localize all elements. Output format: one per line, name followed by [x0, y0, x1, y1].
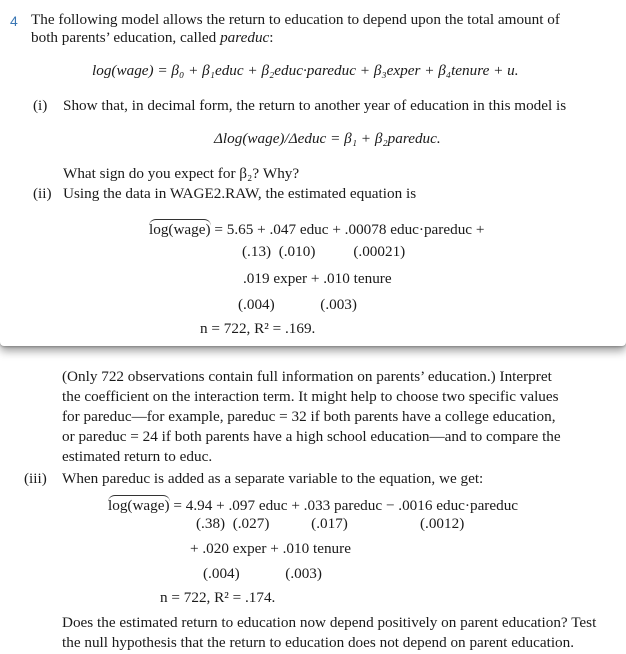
- part-iii-question-line-1: Does the estimated return to education now depend positively on parent education? Test: [62, 614, 597, 631]
- intro-line-2: both parents’ education, called pareduc:: [31, 29, 274, 46]
- part-iii-fit: n = 722, R² = .174.: [160, 589, 276, 606]
- part-ii-para-line-5: estimated return to educ.: [62, 448, 213, 465]
- bottom-page-panel: [0, 354, 626, 654]
- part-i-equation: Δlog(wage)/Δeduc = β₁ + β₂pareduc.: [214, 130, 441, 147]
- part-iii-equation-line-1: log(wage) = 4.94 + .097 educ + .033 pareduc − .0016 educ·pareduc: [108, 497, 519, 514]
- part-i-text: Show that, in decimal form, the return to another year of education in this model is: [63, 97, 567, 114]
- intro-line-1: The following model allows the return to education to depend upon the total amount of: [31, 11, 560, 28]
- part-ii-label: (ii): [33, 185, 52, 202]
- part-ii-para-line-2: the coefficient on the interaction term. It might help to choose two specific values: [62, 388, 559, 405]
- part-iii-se-line-2: (.004) (.003): [203, 565, 322, 582]
- part-ii-para-line-3: for pareduc—for example, pareduc = 32 if both parents have a college education,: [62, 408, 556, 425]
- part-ii-fit: n = 722, R² = .169.: [200, 320, 316, 337]
- part-ii-para-line-4: or pareduc = 24 if both parents have a high school education—and to compare the: [62, 428, 561, 445]
- part-ii-se-line-2: (.004) (.003): [238, 296, 357, 313]
- part-i-label: (i): [33, 97, 48, 114]
- part-iii-equation-line-2: + .020 exper + .010 tenure: [190, 540, 351, 557]
- problem-number: 4: [10, 13, 18, 29]
- part-iii-label: (iii): [24, 470, 47, 487]
- part-ii-text: Using the data in WAGE2.RAW, the estimated equation is: [63, 185, 417, 202]
- part-i-question: What sign do you expect for β₂? Why?: [63, 165, 300, 182]
- part-ii-equation-line-2: .019 exper + .010 tenure: [243, 270, 392, 287]
- part-ii-se-line-1: (.13) (.010) (.00021): [242, 243, 406, 260]
- part-ii-para-line-1: (Only 722 observations contain full information on parents’ education.) Interpret: [62, 368, 552, 385]
- model-equation: log(wage) = β₀ + β₁educ + β₂educ·pareduc + β₃exper + β₄tenure + u.: [92, 62, 519, 79]
- part-iii-se-line-1: (.38) (.027) (.017) (.0012): [196, 515, 465, 532]
- part-iii-text: When pareduc is added as a separate variable to the equation, we get:: [62, 470, 484, 487]
- part-iii-question-line-2: the null hypothesis that the return to education does not depend on parent education.: [62, 634, 575, 651]
- part-ii-equation-line-1: log(wage) = 5.65 + .047 educ + .00078 educ·pareduc +: [149, 221, 485, 238]
